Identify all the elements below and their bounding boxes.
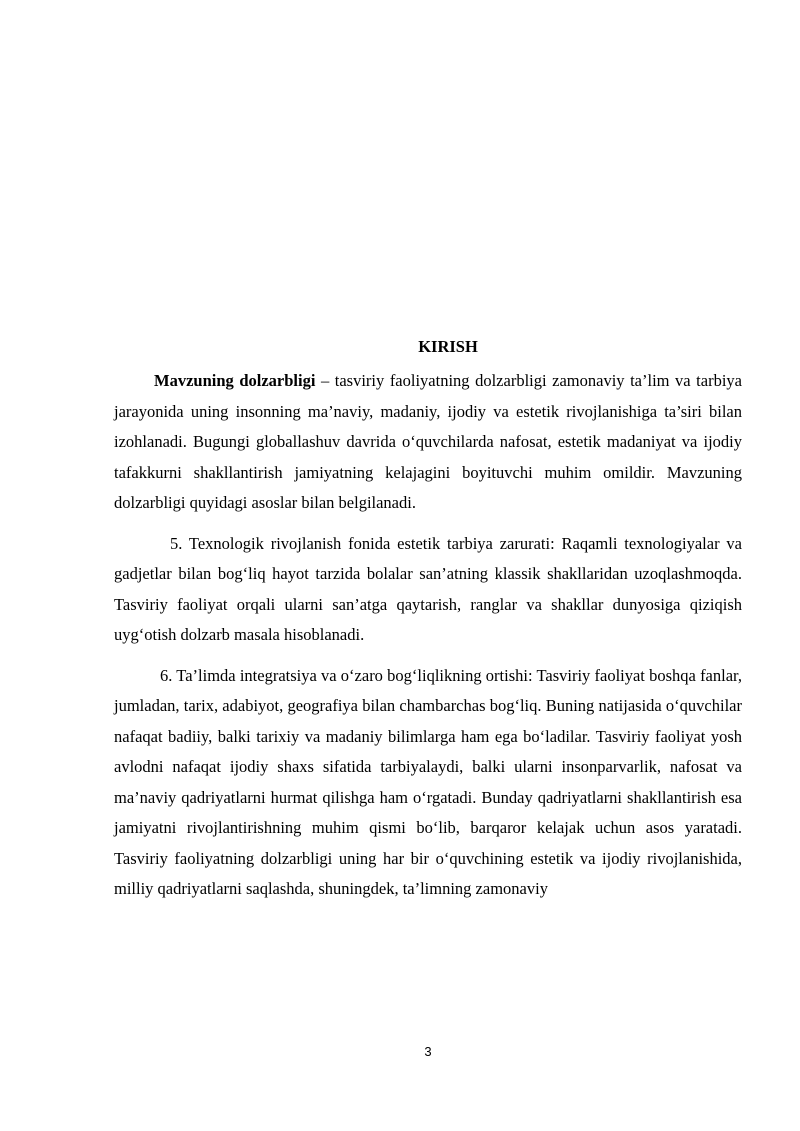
paragraph-lead: Mavzuning dolzarbligi (154, 371, 316, 390)
page-content (114, 336, 742, 915)
paragraph-text: – tasviriy faoliyatning dolzarbligi zamonaviy ta’lim va tarbiya jarayonida uning insonning ma’naviy, madaniy, ijodiy va estetik rivojlanishiga ta’siri bilan izohlanadi. Bugungi globallashuv davrida o‘quvchilarda nafosat, estetik madaniyat va ijodiy tafakkurni shakllantirish jamiyatning kelajagini boyituvchi muhim omildir. Mavzuning dolzarbligi quyidagi asoslar bilan belgilanadi. (114, 371, 742, 512)
paragraph-text: 6. Ta’limda integratsiya va o‘zaro bog‘liqlikning ortishi: Tasviriy faoliyat boshqa fanlar, jumladan, tarix, adabiyot, geografiya bilan chambarchas bog‘liq. Buning natijasida o‘quvchilar nafaqat badiiy, balki tarixiy va madaniy bilimlarga ham ega bo‘ladilar. Tasviriy faoliyat yosh avlodni nafaqat ijodiy shaxs sifatida tarbiyalaydi, balki ularni insonparvarlik, nafosat va ma’naviy qadriyatlarni hurmat qilishga ham o‘rgatadi. Bunday qadriyatlarni shakllantirish esa jamiyatni rivojlantirishning muhim qismi bo‘lib, barqaror kelajak uchun asos yaratadi. Tasviriy faoliyatning dolzarbligi uning har bir o‘quvchining estetik va ijodiy rivojlanishida, milliy qadriyatlarni saqlashda, shuningdek, ta’limning zamonaviy (114, 665, 742, 898)
paragraph-relevance (114, 366, 742, 519)
paragraph-item-5 (114, 529, 742, 651)
page-number: 3 (424, 1044, 432, 1059)
paragraph-item-6 (114, 661, 742, 905)
section-heading: KIRISH (418, 337, 478, 356)
paragraph-text: 5. Texnologik rivojlanish fonida estetik tarbiya zarurati: Raqamli texnologiyalar va gadjetlar bilan bog‘liq hayot tarzida bolalar san’atning klassik shakllaridan uzoqlashmoqda. Tasviriy faoliyat orqali ularni san’atga qaytarish, ranglar va shakllar dunyosiga qiziqish uyg‘otish dolzarb masala hisoblanadi. (114, 533, 742, 644)
